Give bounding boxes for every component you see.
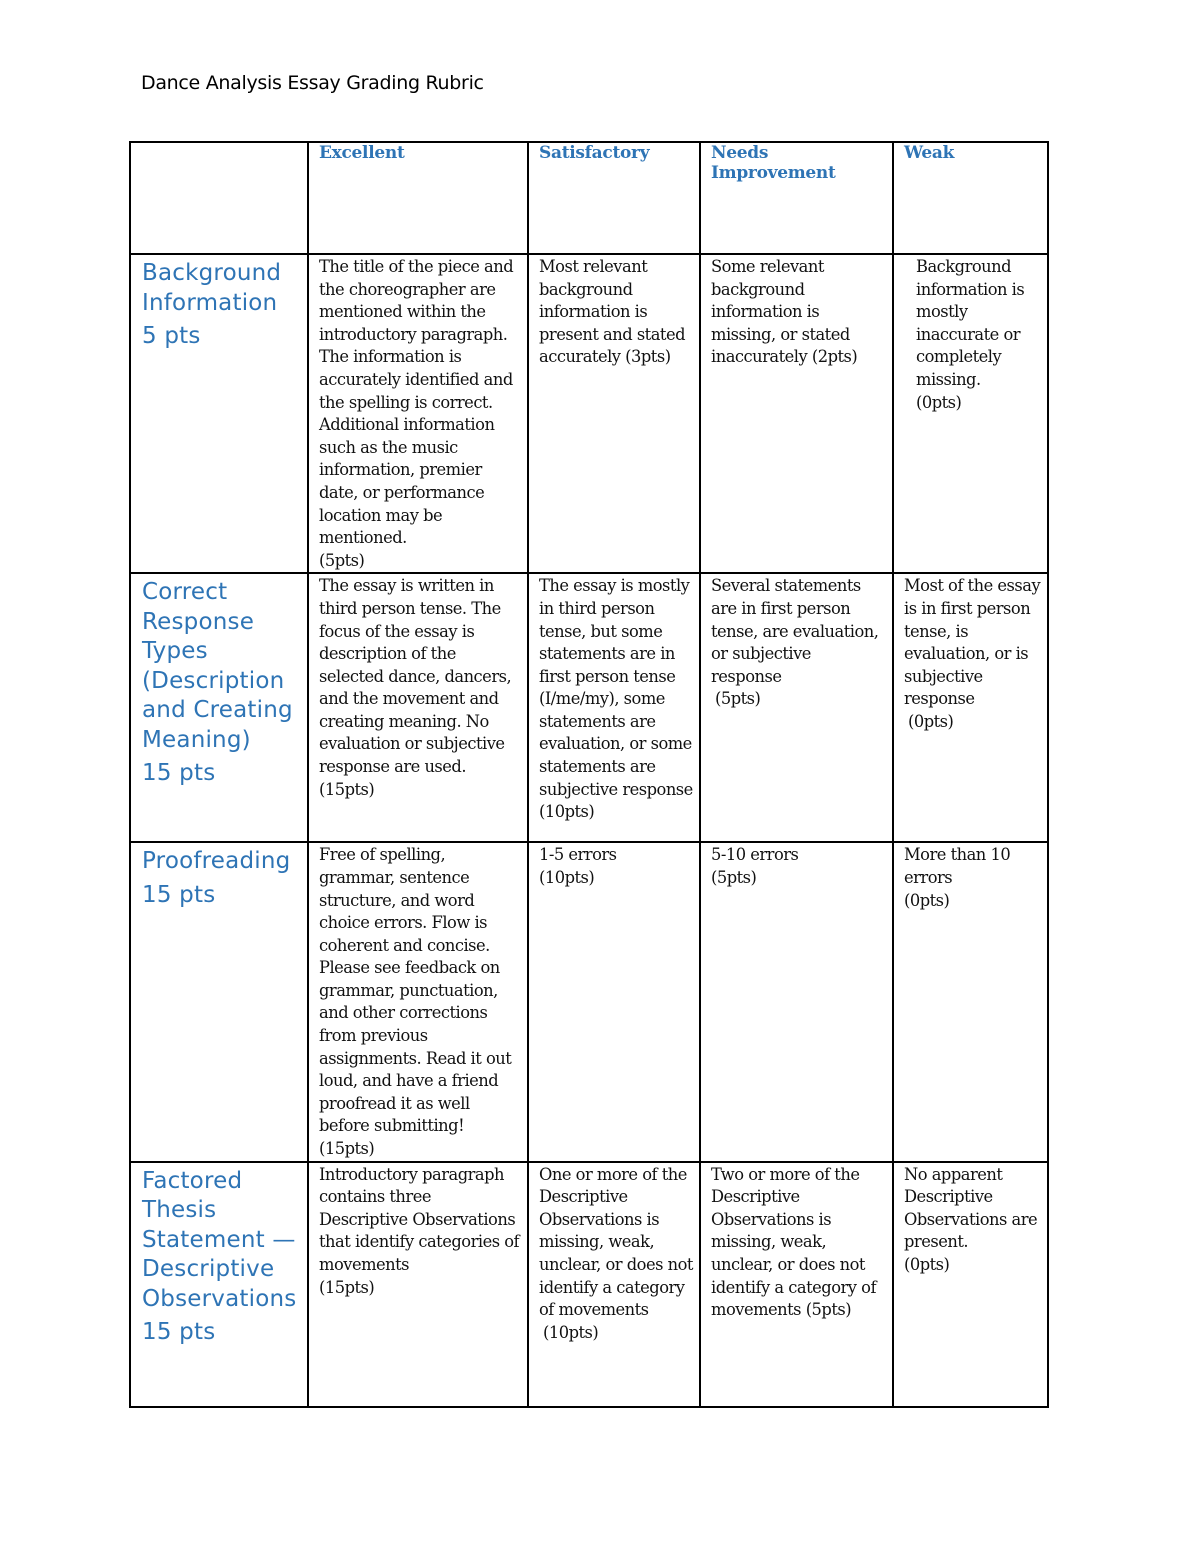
header-cell-needs-improvement: Needs Improvement <box>700 142 893 254</box>
criterion-label: Background Information <box>142 260 282 316</box>
criterion-points: 15 pts <box>142 760 216 787</box>
criterion-label: Proofreading <box>142 848 291 875</box>
weak-cell: More than 10 errors (0pts) <box>893 842 1048 1161</box>
header-cell-weak: Weak <box>893 142 1048 254</box>
satisfactory-cell: The essay is mostly in third person tense, but some statements are in first person tense (I/me/my), some statements are evaluation, or some statements are subjective response (10pts) <box>528 573 700 842</box>
criterion-points: 5 pts <box>142 323 201 349</box>
criterion-cell <box>130 254 308 573</box>
needs-improvement-cell: Some relevant background information is missing, or stated inaccurately (2pts) <box>700 254 893 573</box>
weak-cell: Most of the essay is in first person tense, is evaluation, or is subjective response (0pts) <box>893 573 1048 842</box>
table-row <box>130 1162 1048 1407</box>
header-cell-satisfactory: Satisfactory <box>528 142 700 254</box>
needs-improvement-cell: Two or more of the Descriptive Observations is missing, weak, unclear, or does not identify a category of movements (5pts) <box>700 1162 893 1407</box>
table-row <box>130 842 1048 1161</box>
header-row <box>130 142 1048 254</box>
weak-cell: No apparent Descriptive Observations are present. (0pts) <box>893 1162 1048 1407</box>
criterion-cell <box>130 1162 308 1407</box>
criterion-label: Factored Thesis Statement — Descriptive Observations <box>142 1167 297 1312</box>
criterion-cell <box>130 842 308 1161</box>
needs-improvement-cell: 5-10 errors (5pts) <box>700 842 893 1161</box>
table-row <box>130 254 1048 573</box>
satisfactory-cell: Most relevant background information is present and stated accurately (3pts) <box>528 254 700 573</box>
table-row <box>130 573 1048 842</box>
header-cell-empty <box>130 142 308 254</box>
satisfactory-cell: 1-5 errors (10pts) <box>528 842 700 1161</box>
rubric-table <box>129 141 1049 1408</box>
weak-cell: Background information is mostly inaccurate or completely missing. (0pts) <box>893 254 1048 573</box>
satisfactory-cell: One or more of the Descriptive Observations is missing, weak, unclear, or does not identify a category of movements (10pts) <box>528 1162 700 1407</box>
criterion-points: 15 pts <box>142 1319 216 1346</box>
criterion-cell <box>130 573 308 842</box>
needs-improvement-cell: Several statements are in first person tense, are evaluation, or subjective response (5pts) <box>700 573 893 842</box>
excellent-cell: The essay is written in third person tense. The focus of the essay is description of the selected dance, dancers, and the movement and creating meaning. No evaluation or subjective response are used. (15pts) <box>308 573 528 842</box>
header-cell-excellent: Excellent <box>308 142 528 254</box>
page-title: Dance Analysis Essay Grading Rubric <box>141 72 484 94</box>
criterion-label: Correct Response Types (Description and Creating Meaning) <box>142 579 293 753</box>
excellent-cell: Free of spelling, grammar, sentence structure, and word choice errors. Flow is coherent and concise. Please see feedback on grammar, punctuation, and other corrections from previous assignments. Read it out loud, and have a friend proofread it as well before submitting! (15pts) <box>308 842 528 1161</box>
excellent-cell: Introductory paragraph contains three Descriptive Observations that identify categories of movements (15pts) <box>308 1162 528 1407</box>
criterion-points: 15 pts <box>142 881 216 908</box>
excellent-cell: The title of the piece and the choreographer are mentioned within the introductory paragraph. The information is accurately identified and the spelling is correct. Additional information such as the music information, premier date, or performance location may be mentioned. (5pts) <box>308 254 528 573</box>
